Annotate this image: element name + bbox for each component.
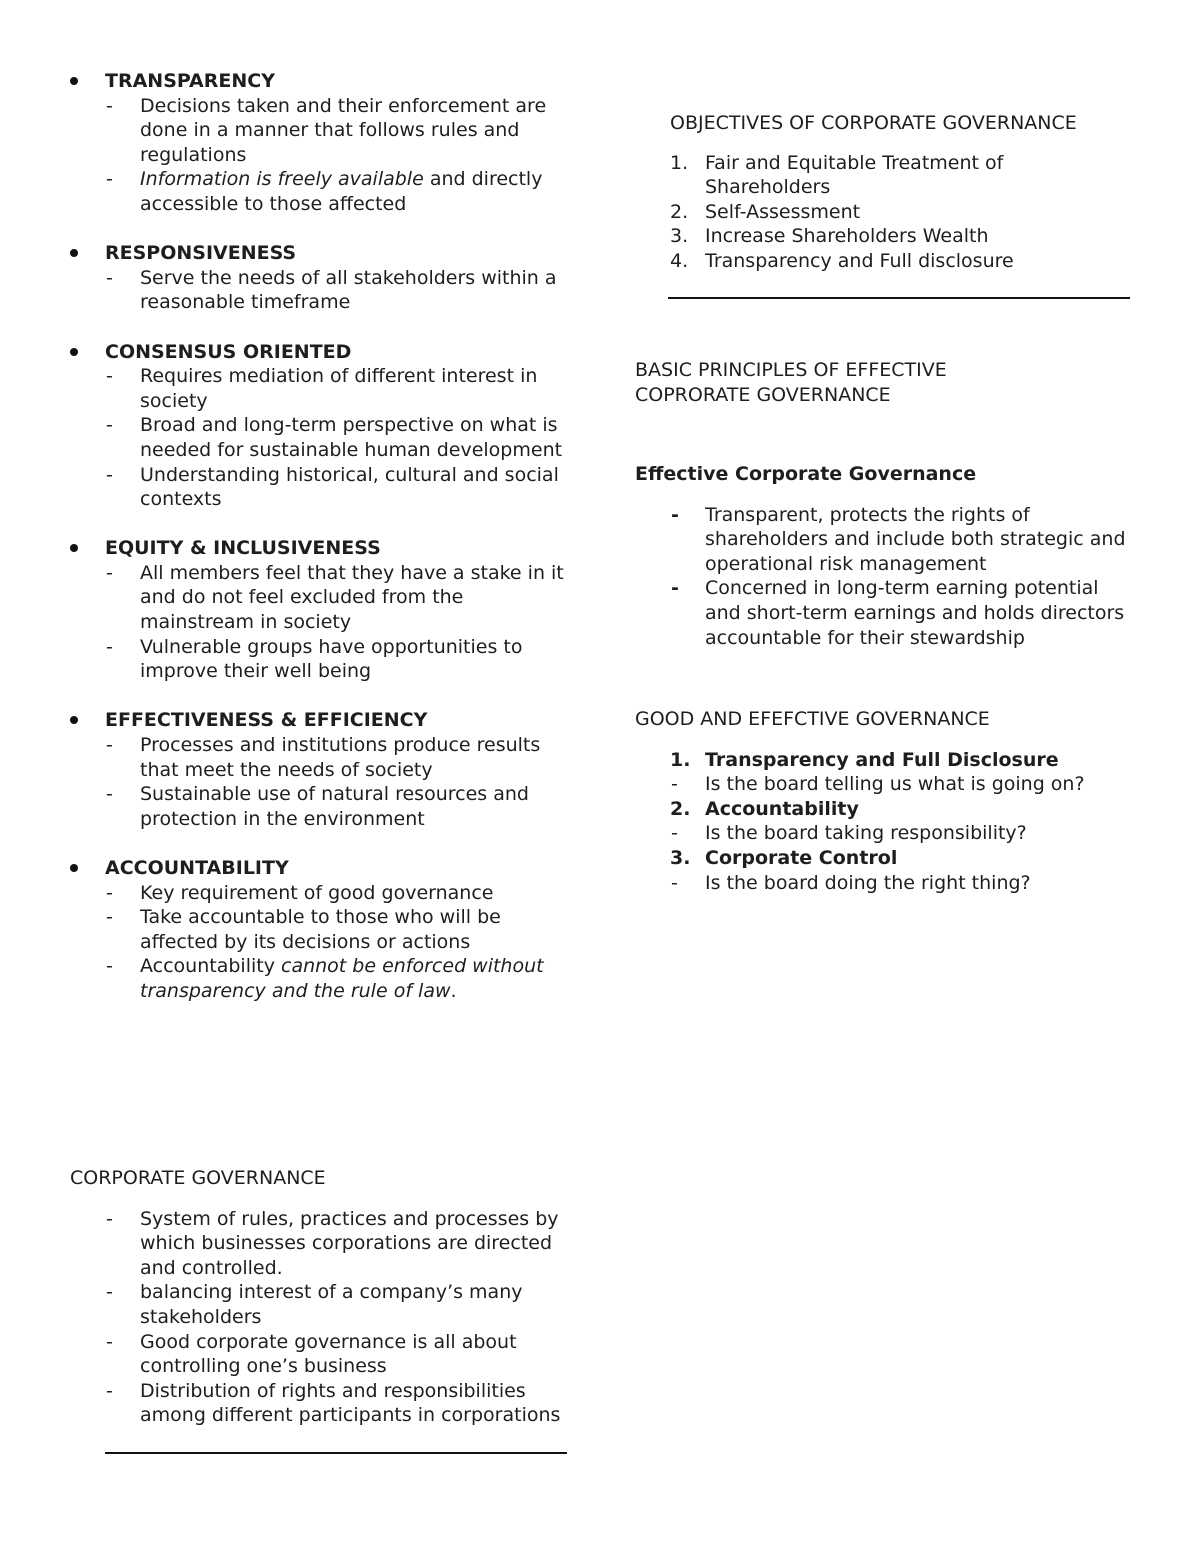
list-item: 1. Transparency and Full Disclosure bbox=[670, 748, 1059, 771]
bullet-icon bbox=[70, 544, 78, 552]
section-heading: GOOD AND EFEFCTIVE GOVERNANCE bbox=[635, 708, 990, 730]
list-item: - Distribution of rights and responsibilities among different participants in corporations bbox=[140, 1379, 570, 1428]
characteristics-column bbox=[70, 69, 570, 1028]
section-consensus-oriented bbox=[70, 340, 570, 512]
list-item: - Broad and long-term perspective on what is needed for sustainable human development bbox=[140, 413, 570, 462]
list-item: - Concerned in long-term earning potential and short-term earnings and holds directors accountable for their stewardship bbox=[705, 576, 1135, 650]
section-heading: EFFECTIVENESS & EFFICIENCY bbox=[70, 708, 570, 733]
list-item: - Vulnerable groups have opportunities to improve their well being bbox=[140, 635, 570, 684]
section-heading: CONSENSUS ORIENTED bbox=[70, 340, 570, 365]
list-item: 3. Corporate Control bbox=[670, 846, 898, 869]
bullet-icon bbox=[70, 864, 78, 872]
list-item: - Serve the needs of all stakeholders within a reasonable timeframe bbox=[140, 266, 570, 315]
divider-line bbox=[105, 1452, 567, 1454]
bullet-icon bbox=[70, 348, 78, 356]
list-item: 1. Fair and Equitable Treatment of Shareholders bbox=[670, 151, 1004, 199]
list-item: - Understanding historical, cultural and social contexts bbox=[140, 463, 570, 512]
bullet-icon bbox=[70, 249, 78, 257]
list-item: - System of rules, practices and processes by which businesses corporations are directed and controlled. bbox=[140, 1207, 570, 1281]
objectives-section bbox=[670, 111, 1130, 274]
list-item: - Is the board telling us what is going on? bbox=[671, 773, 1085, 796]
list-item: - Processes and institutions produce results that meet the needs of society bbox=[140, 733, 570, 782]
list-item: - Requires mediation of different interest in society bbox=[140, 364, 570, 413]
section-heading: Effective Corporate Governance bbox=[635, 463, 977, 485]
section-effectiveness-efficiency bbox=[70, 708, 570, 831]
section-heading: EQUITY & INCLUSIVENESS bbox=[70, 536, 570, 561]
list-item: - balancing interest of a company’s many stakeholders bbox=[140, 1280, 570, 1329]
list-item: - Good corporate governance is all about controlling one’s business bbox=[140, 1330, 570, 1379]
divider-line bbox=[668, 297, 1130, 299]
list-item: 4. Transparency and Full disclosure bbox=[670, 249, 1014, 272]
list-item: - Take accountable to those who will be affected by its decisions or actions bbox=[140, 905, 570, 954]
basic-principles-heading: BASIC PRINCIPLES OF EFFECTIVE COPRORATE GOVERNANCE bbox=[635, 359, 947, 406]
section-heading: TRANSPARENCY bbox=[70, 69, 570, 94]
section-responsiveness bbox=[70, 241, 570, 315]
section-accountability bbox=[70, 856, 570, 1004]
bullet-icon bbox=[70, 716, 78, 724]
section-heading: OBJECTIVES OF CORPORATE GOVERNANCE bbox=[670, 112, 1077, 134]
list-item: - Sustainable use of natural resources and protection in the environment bbox=[140, 782, 570, 831]
good-governance-section bbox=[635, 707, 1135, 895]
list-item: - All members feel that they have a stake in it and do not feel excluded from the mainstream in society bbox=[140, 561, 570, 635]
section-equity-inclusiveness bbox=[70, 536, 570, 684]
effective-governance-section bbox=[635, 462, 1135, 650]
list-item: - Decisions taken and their enforcement are done in a manner that follows rules and regulations bbox=[140, 94, 570, 168]
section-heading: RESPONSIVENESS bbox=[70, 241, 570, 266]
list-item: - Is the board taking responsibility? bbox=[671, 822, 1027, 845]
corporate-governance-section bbox=[70, 1166, 570, 1428]
list-item: 3. Increase Shareholders Wealth bbox=[670, 225, 989, 248]
section-transparency bbox=[70, 69, 570, 217]
list-item: 2. Accountability bbox=[670, 797, 859, 820]
list-item: - Transparent, protects the rights of shareholders and include both strategic and operational risk management bbox=[705, 503, 1135, 577]
list-item: - Is the board doing the right thing? bbox=[671, 871, 1031, 894]
section-heading: ACCOUNTABILITY bbox=[70, 856, 570, 881]
list-item: - Key requirement of good governance bbox=[140, 881, 570, 906]
list-item: - Information is freely available and directly accessible to those affected bbox=[140, 167, 570, 216]
list-item: - Accountability cannot be enforced without transparency and the rule of law. bbox=[140, 954, 570, 1003]
bullet-icon bbox=[70, 77, 78, 85]
list-item: 2. Self-Assessment bbox=[670, 200, 861, 223]
section-heading: CORPORATE GOVERNANCE bbox=[70, 1167, 326, 1189]
